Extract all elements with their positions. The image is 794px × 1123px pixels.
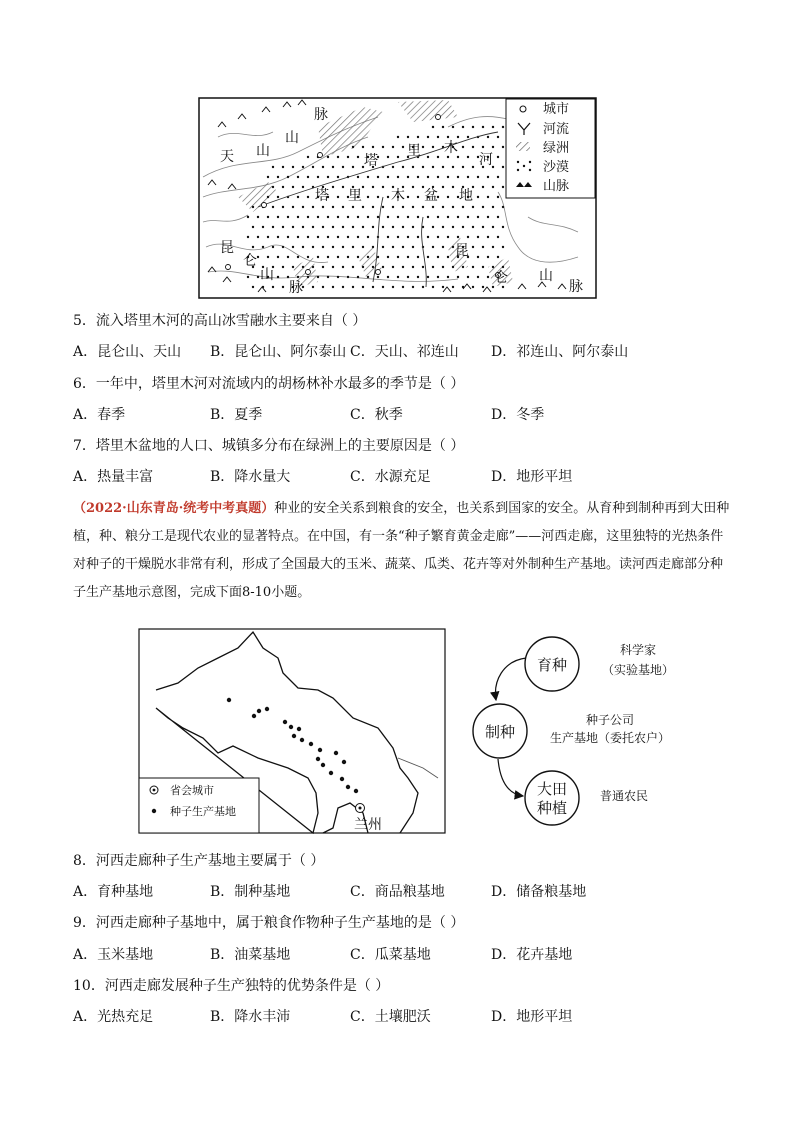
map-label-lun1: 仑 <box>243 253 257 269</box>
svg-text:生产基地（委托农户）: 生产基地（委托农户） <box>549 731 671 745</box>
option-9d[interactable]: D．花卉基地 <box>491 947 573 963</box>
svg-text:制种: 制种 <box>484 723 516 741</box>
map-label-river3: 木 <box>444 140 458 156</box>
svg-text:绿洲: 绿洲 <box>543 141 570 156</box>
question-9: 9．河西走廊种子基地中，属于粮食作物种子生产基地的是（ ） <box>73 915 465 931</box>
option-7b[interactable]: B．降水量大 <box>210 469 291 485</box>
city-icon <box>520 106 526 112</box>
map-label-shan4: 山 <box>539 268 553 284</box>
capital-city-marker <box>356 804 365 813</box>
map-label-river1: 塔 <box>364 153 378 169</box>
option-7a[interactable]: A．热量丰富 <box>73 469 154 485</box>
option-10a[interactable]: A．光热充足 <box>73 1009 154 1025</box>
option-5a[interactable]: A．昆仑山、天山 <box>73 344 182 360</box>
svg-text:（实验基地）: （实验基地） <box>601 663 675 677</box>
passage <box>73 495 733 607</box>
option-8b[interactable]: B．制种基地 <box>210 884 291 900</box>
map-label-basin3: 木 <box>391 188 405 204</box>
arrow-2 <box>498 759 523 796</box>
oasis-icon <box>516 142 530 151</box>
option-6b[interactable]: B．夏季 <box>210 407 263 423</box>
option-8c[interactable]: C．商品粮基地 <box>350 884 445 900</box>
map-label-shan3: 山 <box>260 267 274 283</box>
option-9a[interactable]: A．玉米基地 <box>73 947 154 963</box>
option-10c[interactable]: C．土壤肥沃 <box>350 1009 431 1025</box>
map2-legend <box>139 778 259 833</box>
svg-text:种植: 种植 <box>536 799 568 817</box>
map-label-basin2: 里 <box>348 188 362 204</box>
arrow-1 <box>495 658 526 700</box>
svg-text:育种: 育种 <box>536 656 568 674</box>
option-10d[interactable]: D．地形平坦 <box>491 1009 573 1025</box>
svg-text:科学家: 科学家 <box>619 643 657 657</box>
map-label-basin4: 盆 <box>424 188 438 204</box>
option-10b[interactable]: B．降水丰沛 <box>210 1009 291 1025</box>
map-label-shan: 山 <box>256 143 270 159</box>
svg-text:河流: 河流 <box>543 122 570 137</box>
map-label-river2: 里 <box>407 143 421 159</box>
map-label-mai: 脉 <box>314 107 328 123</box>
map-label-mai2: 脉 <box>289 280 303 296</box>
map-label-basin1: 塔 <box>315 188 329 204</box>
option-8d[interactable]: D．储备粮基地 <box>491 884 587 900</box>
svg-text:普通农民: 普通农民 <box>599 789 649 803</box>
svg-text:大田: 大田 <box>536 780 568 798</box>
option-7c[interactable]: C．水源充足 <box>350 469 431 485</box>
question-5: 5．流入塔里木河的高山冰雪融水主要来自（ ） <box>73 313 367 329</box>
map-label-tian: 天 <box>220 149 234 165</box>
map-label-river4: 河 <box>479 152 493 168</box>
svg-text:种子公司: 种子公司 <box>585 713 635 727</box>
svg-text:城市: 城市 <box>543 102 570 117</box>
passage-text: 种业的安全关系到粮食的安全，也关系到国家的安全。从育种到制种再到大田种植，种、粮分工是现代农业的显著特点。在中国，有一条“种子繁育黄金走廊”——河西走廊，这里独特的光热条件对种子的干燥脱水非常有利，形成了全国最大的玉米、蔬菜、瓜类、花卉等对外制种生产基地。读河西走廊部分种子生产基地示意图，完成下面8-10小题。 <box>73 501 730 600</box>
map-label-mai3: 脉 <box>569 279 583 295</box>
question-6: 6．一年中，塔里木河对流域内的胡杨林补水最多的季节是（ ） <box>73 376 465 392</box>
map-label-kun1: 昆 <box>220 240 234 256</box>
option-8a[interactable]: A．育种基地 <box>73 884 154 900</box>
svg-text:沙漠: 沙漠 <box>543 160 570 175</box>
question-8: 8．河西走廊种子生产基地主要属于（ ） <box>73 853 325 869</box>
svg-text:省会城市: 省会城市 <box>170 784 214 797</box>
seed-base-dot-icon <box>152 809 156 813</box>
option-9c[interactable]: C．瓜菜基地 <box>350 947 431 963</box>
option-6d[interactable]: D．冬季 <box>491 407 545 423</box>
lanzhou-label: 兰州 <box>354 817 382 833</box>
option-9b[interactable]: B．油菜基地 <box>210 947 291 963</box>
seed-flow-diagram <box>468 636 690 832</box>
question-7: 7．塔里木盆地的人口、城镇多分布在绿洲上的主要原因是（ ） <box>73 438 465 454</box>
svg-text:山脉: 山脉 <box>543 179 570 194</box>
svg-text:种子生产基地: 种子生产基地 <box>170 805 236 818</box>
map-label-kun2: 昆 <box>455 243 469 259</box>
passage-source: （2022·山东青岛·统考中考真题） <box>73 501 275 516</box>
option-5b[interactable]: B．昆仑山、阿尔泰山 <box>210 344 347 360</box>
map1-legend <box>506 99 595 198</box>
map-label-shan2: 山 <box>285 130 299 146</box>
tarim-basin-map <box>198 97 597 299</box>
option-5d[interactable]: D．祁连山、阿尔泰山 <box>491 344 629 360</box>
option-6c[interactable]: C．秋季 <box>350 407 403 423</box>
option-7d[interactable]: D．地形平坦 <box>491 469 573 485</box>
hexi-corridor-map <box>138 628 446 834</box>
option-6a[interactable]: A．春季 <box>73 407 126 423</box>
map-label-lun2: 仑 <box>494 270 508 286</box>
option-5c[interactable]: C．天山、祁连山 <box>350 344 459 360</box>
question-10: 10．河西走廊发展种子生产独特的优势条件是（ ） <box>73 978 390 994</box>
map-label-basin5: 地 <box>459 188 473 204</box>
